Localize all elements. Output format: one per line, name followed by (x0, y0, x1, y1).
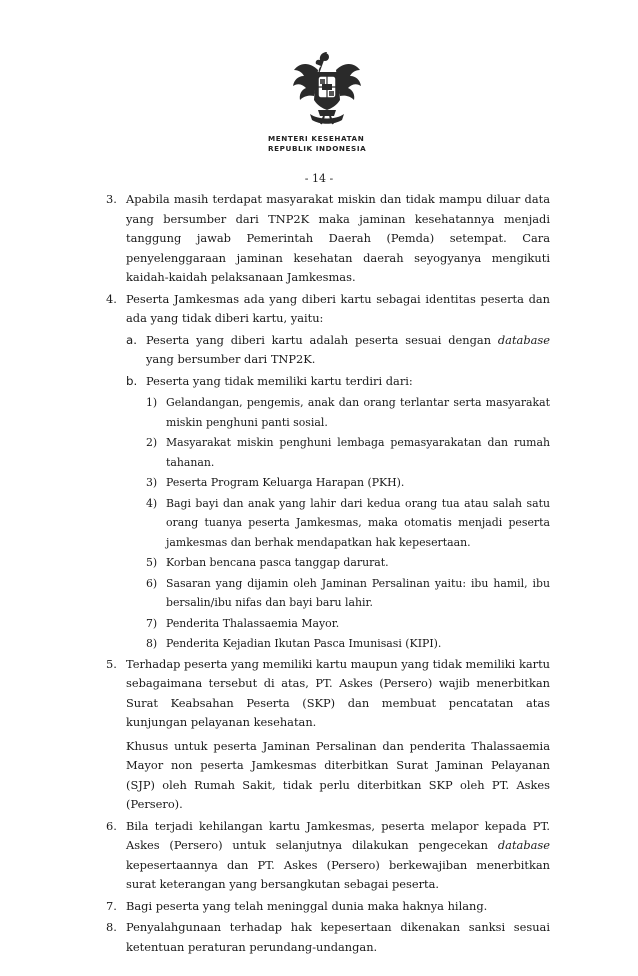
list-item-7 (106, 897, 550, 917)
item-text: Apabila masih terdapat masyarakat miskin dan tidak mampu diluar data yang bersumber dari TNP2K maka jaminan kesehatannya menjadi tanggung jawab Pemerintah Daerah (Pemda) setempat. Cara penyelenggaraan jaminan kesehatan daerah seyogyanya mengikuti kaidah-kaidah pelaksanaan Jamkesmas. (126, 192, 550, 284)
list-item-text: Penderita Thalassaemia Mayor. (166, 616, 340, 630)
list-item-number: 5) (146, 556, 158, 569)
sub-item-letter: b. (126, 373, 138, 388)
list-item-number: 4) (146, 496, 158, 510)
list-item-4 (106, 290, 550, 329)
list-item-number: 3) (146, 476, 158, 489)
sub-item-letter: a. (126, 332, 137, 347)
list-item (146, 553, 550, 573)
list-item-text: Sasaran yang dijamin oleh Jaminan Persalinan yaitu: ibu hamil, ibu bersalin/ibu nifas dan bayi baru lahir. (166, 576, 550, 609)
list-item (146, 393, 550, 432)
item-5-paragraph-2: Khusus untuk peserta Jaminan Persalinan dan penderita Thalassaemia Mayor non peserta Jamkesmas diterbitkan Surat Jaminan Pelayanan (SJP) oleh Rumah Sakit, tidak perlu diterbitkan SKP oleh PT. Askes (Persero). (126, 738, 550, 811)
list-item-number: 7) (146, 616, 158, 630)
list-item-text: Peserta Program Keluarga Harapan (PKH). (166, 476, 405, 489)
sub-item-text-1: Peserta yang diberi kartu adalah peserta sesuai dengan (146, 332, 498, 347)
item-number: 4. (106, 291, 117, 306)
list-item-number: 6) (146, 576, 158, 590)
list-item-number: 2) (146, 436, 158, 449)
list-item-number: 8) (146, 637, 158, 650)
item-text: Bagi peserta yang telah meninggal dunia maka haknya hilang. (126, 898, 488, 913)
list-item-8 (106, 918, 550, 957)
list-item-6 (106, 817, 550, 895)
list-item (146, 634, 550, 654)
sub-item-text-2: yang bersumber dari TNP2K. (146, 352, 316, 366)
item-text: Penyalahgunaan terhadap hak kepesertaan dikenakan sanksi sesuai ketentuan peraturan perundang-undangan. (126, 920, 550, 954)
list-item-text: Bagi bayi dan anak yang lahir dari kedua orang tua atau salah satu orang tuanya peserta Jamkesmas, maka otomatis menjadi peserta jamkesmas dan berhak mendapatkan hak kepesertaan. (166, 496, 550, 549)
garuda-emblem-icon (288, 48, 366, 128)
list-item (146, 614, 550, 634)
list-item (146, 433, 550, 472)
ministry-line-1: MENTERI KESEHATAN (268, 134, 365, 143)
list-item-5 (106, 655, 550, 733)
item-italic: database (497, 838, 550, 852)
item-number: 5. (106, 656, 117, 671)
list-item-3 (106, 190, 550, 288)
sub-item-a (126, 331, 550, 370)
sub-item-italic: database (497, 332, 550, 347)
document-body (106, 190, 550, 959)
page-number: - 14 - (304, 172, 334, 185)
item-number: 8. (106, 920, 117, 934)
item-text: Terhadap peserta yang memiliki kartu maupun yang tidak memiliki kartu sebagaimana tersebut di atas, PT. Askes (Persero) wajib menerbitkan Surat Keabsahan Peserta (SKP) dan membuat pencatatan atas kunjungan pelayanan kesehatan. (126, 656, 550, 729)
sub-list-b (126, 393, 550, 654)
list-item-text: Korban bencana pasca tanggap darurat. (166, 556, 389, 569)
sub-item-b (126, 372, 550, 392)
list-item-number: 1) (146, 396, 158, 409)
item-number: 3. (106, 192, 117, 206)
ministry-line-2: REPUBLIK INDONESIA (268, 144, 367, 153)
list-item-text: Masyarakat miskin penghuni lembaga pemasyarakatan dan rumah tahanan. (166, 436, 550, 469)
sub-item-text: Peserta yang tidak memiliki kartu terdiri dari: (146, 373, 413, 388)
list-item (146, 494, 550, 553)
list-item-text: Gelandangan, pengemis, anak dan orang terlantar serta masyarakat miskin penghuni panti sosial. (166, 396, 550, 429)
list-item (146, 574, 550, 613)
item-text-2: kepesertaannya dan PT. Askes (Persero) berkewajiban menerbitkan surat keterangan yang bersangkutan sebagai peserta. (126, 857, 550, 891)
item-number: 7. (106, 898, 117, 913)
item-text-1: Bila terjadi kehilangan kartu Jamkesmas, peserta melapor kepada PT. Askes (Persero) untuk selanjutnya dilakukan pengecekan (126, 818, 550, 852)
item-number: 6. (106, 818, 117, 833)
item-text: Peserta Jamkesmas ada yang diberi kartu sebagai identitas peserta dan ada yang tidak diberi kartu, yaitu: (126, 291, 550, 325)
ministry-label (268, 134, 388, 154)
list-item-text: Penderita Kejadian Ikutan Pasca Imunisasi (KIPI). (166, 637, 442, 650)
list-item (146, 473, 550, 493)
